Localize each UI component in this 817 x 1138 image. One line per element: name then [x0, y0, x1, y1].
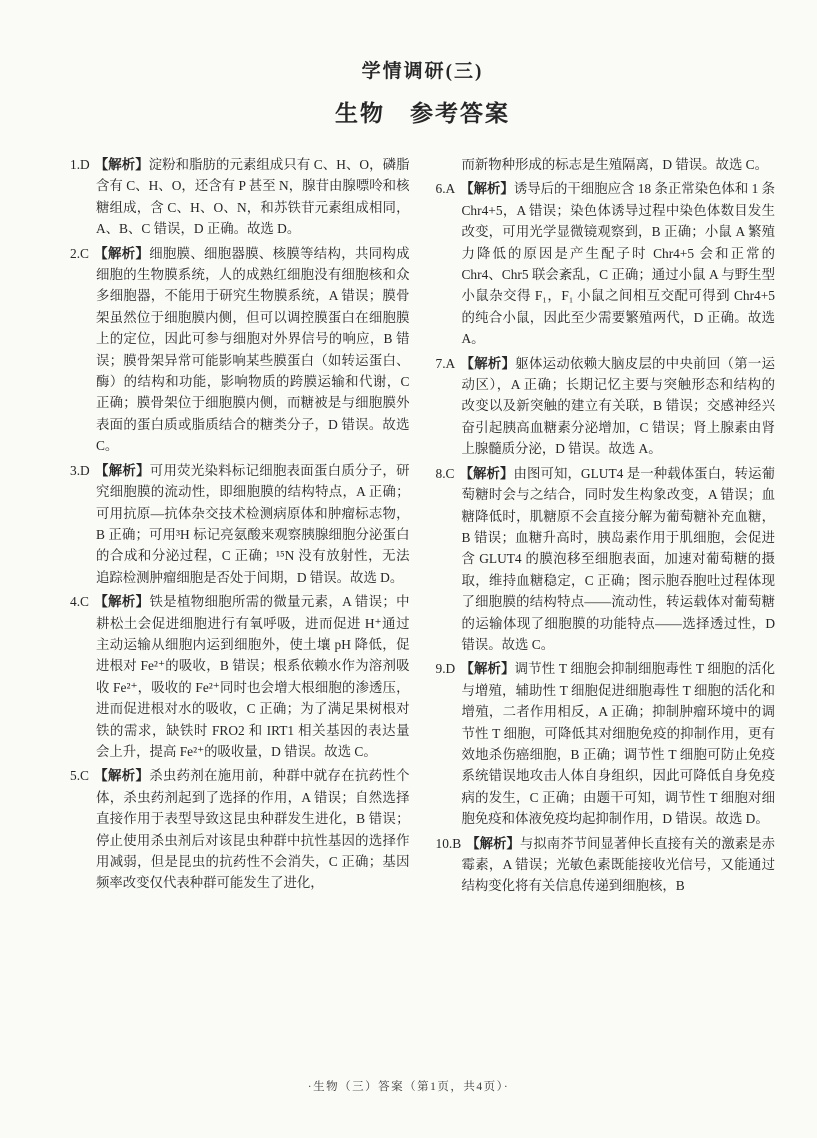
answer-item: [70, 243, 410, 457]
analysis-label: 【解析】: [94, 462, 150, 478]
document-title: 学情调研(三): [361, 61, 484, 82]
answer-text: 杀虫药剂在施用前，种群中就存在抗药性个体，杀虫药剂起到了选择的作用，A 错误；自然选择直接作用于表型导致这昆虫种群发生进化，B 错误；停止使用杀虫剂后对该昆虫种群中抗性基因的选择作用减弱，但是昆虫的抗药性不会消失，C 正确；基因频率改变仅代表种群可能发生了进化，: [96, 768, 410, 891]
analysis-label: 【解析】: [459, 465, 514, 481]
answer-text: 诱导后的干细胞应含 18 条正常染色体和 1 条 Chr4+5，A 错误；染色体诱导过程中染色体数目发生改变，可用光学显微镜观察到，B 正确；小鼠 A 繁殖力降低的原因是产生配子时 Chr4+5 会和正常的 Chr4、Chr5 联会紊乱，C 正确；通过小鼠 A 与野生型小鼠杂交得 F₁，F₁ 小鼠之间相互交配可得到 Chr4+5 的纯合小鼠，因此至少需要繁殖两代，D 正确。故选 A。: [461, 181, 776, 347]
answer-text: 细胞膜、细胞器膜、核膜等结构，共同构成细胞的生物膜系统，人的成熟红细胞没有细胞核和众多细胞器，不能用于研究生物膜系统，A 错误；膜骨架虽然位于细胞膜内侧，但可以调控膜蛋白在细胞膜上的定位，因此可参与细胞对外界信号的响应，B 错误；膜骨架异常可能影响某些膜蛋白（如转运蛋白、酶）的结构和功能，影响物质的跨膜运输和代谢，C 正确；膜骨架位于细胞膜内侧，而糖被是与细胞膜外表面的蛋白质或脂质结合的糖类分子，D 错误。故选 C。: [96, 245, 410, 454]
answer-number: 2.C: [70, 245, 89, 261]
answer-number: 1.D: [70, 157, 90, 172]
answer-number: 3.D: [70, 462, 90, 478]
analysis-label: 【解析】: [93, 245, 150, 261]
answer-item: [436, 833, 776, 897]
answer-item: [436, 658, 776, 829]
right-column: [436, 154, 776, 900]
answer-number: 5.C: [70, 768, 89, 784]
document-subtitle: 生物 参考答案: [335, 101, 510, 126]
answer-number: 6.A: [435, 181, 456, 197]
analysis-label: 【解析】: [460, 661, 515, 677]
answer-columns: [70, 154, 775, 900]
answer-text: 调节性 T 细胞会抑制细胞毒性 T 细胞的活化与增殖，辅助性 T 细胞促进细胞毒性 T 细胞的活化和增殖，二者作用相反，A 正确；抑制肿瘤环境中的调节性 T 细胞，可降低其对细胞免疫的抑制作用，更有效地杀伤癌细胞，B 正确；调节性 T 细胞可防止免疫系统错误地攻击人体自身组织，因此可降低自身免疫病的发生，C 正确；由题干可知，调节性 T 细胞对细胞免疫和体液免疫均起抑制作用，D 错误。故选 D。: [461, 661, 776, 827]
answer-item-continuation: [436, 154, 776, 175]
answer-item: [70, 765, 410, 893]
answer-item: [70, 460, 410, 588]
answer-text: 由图可知，GLUT4 是一种载体蛋白，转运葡萄糖时会与之结合，同时发生构象改变，A 错误；血糖降低时，肌糖原不会直接分解为葡萄糖补充血糖，B 错误；血糖升高时，胰岛素作用于肌细胞，会促进含 GLUT4 的膜泡移至细胞表面，加速对葡萄糖的摄取，维持血糖稳定，C 正确；图示胞吞胞吐过程体现了细胞膜的结构特点——流动性，转运载体对葡萄糖的运输体现了细胞膜的功能特点——选择透过性，D 错误。故选 C。: [461, 465, 775, 652]
answer-item: [436, 353, 776, 460]
answer-item: [70, 591, 410, 762]
left-column: [70, 154, 410, 900]
analysis-label: 【解析】: [94, 157, 149, 172]
answer-item: [436, 178, 776, 349]
analysis-label: 【解析】: [460, 355, 516, 371]
answer-text: 躯体运动依赖大脑皮层的中央前回（第一运动区），A 正确；长期记忆主要与突触形态和结构的改变以及新突触的建立有关联，B 错误；交感神经兴奋引起胰高血糖素分泌增加，C 错误；肾上腺素由肾上腺髓质分泌，D 错误。故选 A。: [461, 355, 776, 457]
answer-number: 8.C: [435, 465, 455, 481]
page-footer: ·生物（三）答案（第1页，共4页）·: [307, 1081, 510, 1093]
answer-text: 与拟南芥节间显著伸长直接有关的激素是赤霉素，A 错误；光敏色素既能接收光信号，又能通过结构变化将有关信息传递到细胞核，B: [461, 835, 776, 894]
answer-number: 9.D: [435, 661, 456, 677]
answer-text: 而新物种形成的标志是生殖隔离，D 错误。故选 C。: [461, 157, 768, 172]
analysis-label: 【解析】: [93, 768, 150, 784]
answer-number: 7.A: [435, 355, 456, 371]
analysis-label: 【解析】: [460, 181, 514, 197]
answer-number: 10.B: [435, 835, 462, 851]
answer-text: 铁是植物细胞所需的微量元素，A 错误；中耕松土会促进细胞进行有氧呼吸，进而促进 H⁺通过主动运输从细胞内运到细胞外，使土壤 pH 降低，促进根对 Fe²⁺的吸收，B 错误；根系依赖水作为溶剂吸收 Fe²⁺，吸收的 Fe²⁺同时也会增大根细胞的渗透压，进而促进根对水的吸收，C 正确；为了满足果树根对铁的需求，缺铁时 FRO2 和 IRT1 相关基因的表达量会上升，提高 Fe²⁺的吸收量，D 错误。故选 C。: [96, 594, 410, 759]
answer-text: 可用荧光染料标记细胞表面蛋白质分子，研究细胞膜的流动性，即细胞膜的结构特点，A 正确；可用抗原—抗体杂交技术检测病原体和肿瘤标志物，B 正确；可用³H 标记亮氨酸来观察胰腺细胞分泌蛋白的合成和分泌过程，C 正确；¹⁵N 没有放射性，无法追踪检测肿瘤细胞是否处于间期，D 错误。故选 D。: [96, 462, 410, 585]
answer-text: 淀粉和脂肪的元素组成只有 C、H、O，磷脂含有 C、H、O，还含有 P 甚至 N，腺苷由腺嘌呤和核糖组成，含 C、H、O、N，和苏铁苷元素组成相同，A、B、C 错误，D 正确。故选 D。: [96, 157, 410, 237]
answer-item: [436, 463, 776, 656]
answer-item: [70, 154, 410, 240]
answer-number: 4.C: [70, 594, 89, 610]
analysis-label: 【解析】: [466, 835, 520, 851]
analysis-label: 【解析】: [93, 594, 150, 610]
